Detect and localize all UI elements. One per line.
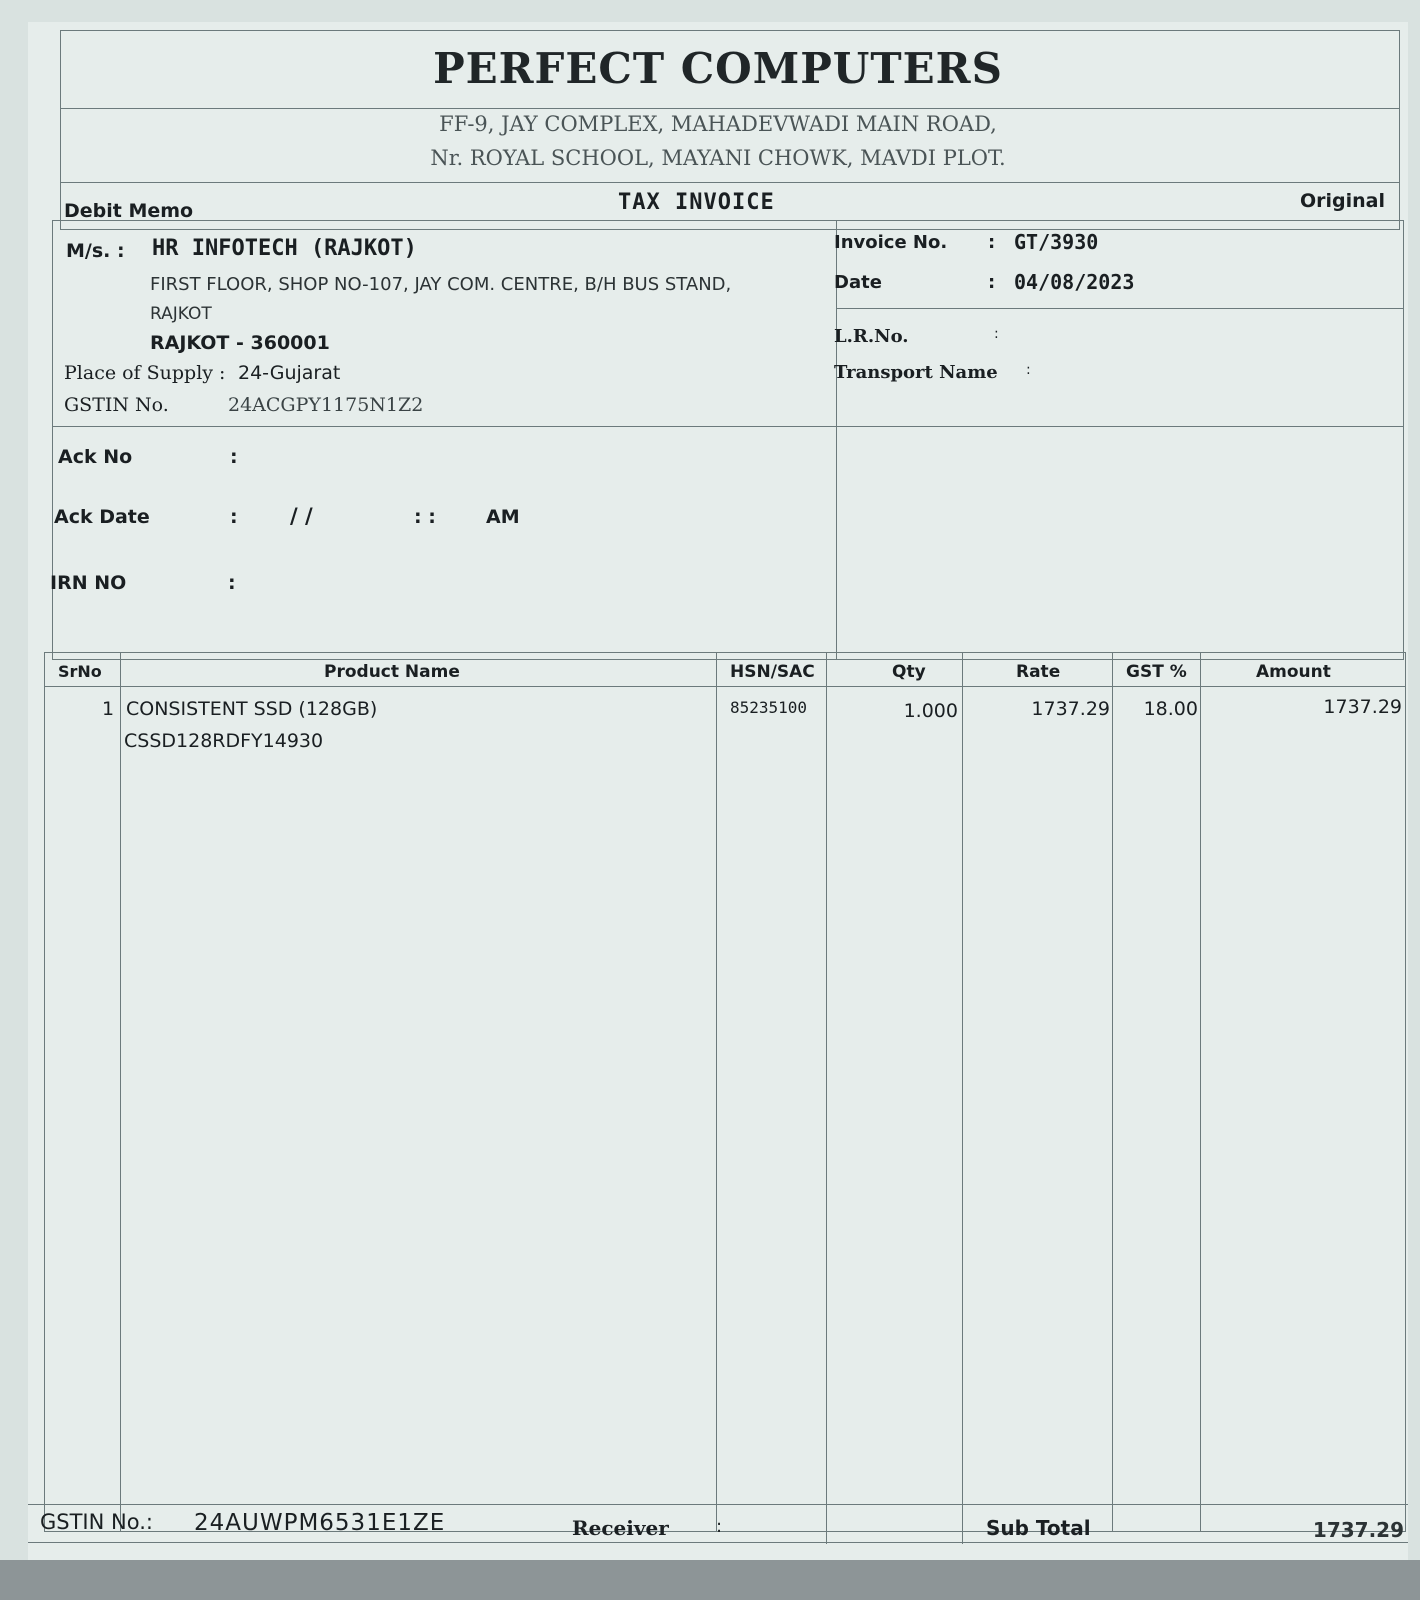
buyer-address2: RAJKOT (150, 304, 212, 324)
ack-date-label: Ack Date (54, 506, 150, 528)
col-amount-header: Amount (1256, 662, 1331, 682)
buyer-address1: FIRST FLOOR, SHOP NO-107, JAY COM. CENTRE, B/H BUS STAND, (150, 274, 732, 295)
invoice-date-value: 04/08/2023 (1014, 270, 1135, 294)
copy-label: Original (1300, 190, 1386, 212)
company-address-line1: FF-9, JAY COMPLEX, MAHADEVWADI MAIN ROAD, (439, 112, 997, 136)
invoice-title: TAX INVOICE (618, 190, 775, 215)
row-amount: 1737.29 (1323, 696, 1402, 718)
divider (836, 308, 1404, 309)
row-srno: 1 (102, 698, 115, 720)
invoice-paper (28, 22, 1408, 1572)
buyer-gstin-label: GSTIN No. (64, 394, 169, 416)
invoice-no-label: Invoice No. (834, 232, 948, 253)
row-product: CONSISTENT SSD (128GB) (126, 698, 378, 720)
ack-date-colon: : (230, 506, 238, 528)
invoice-date-colon: : (988, 272, 996, 293)
col-hsn-header: HSN/SAC (730, 662, 815, 682)
buyer-name: HR INFOTECH (RAJKOT) (152, 236, 417, 261)
footer-divider (28, 1504, 1408, 1505)
footer-column-divider (962, 1504, 963, 1544)
col-rate-header: Rate (1016, 662, 1061, 682)
ms-label: M/s. : (66, 240, 125, 262)
col-product-header: Product Name (324, 662, 460, 682)
footer-gstin-value: 24AUWPM6531E1ZE (194, 1510, 446, 1536)
bottom-edge (0, 1560, 1420, 1600)
invoice-date-label: Date (834, 272, 882, 293)
row-rate: 1737.29 (1031, 698, 1110, 720)
ack-date-slashes: / / (290, 504, 313, 528)
table-column-divider (120, 652, 121, 1532)
memo-type: Debit Memo (64, 200, 194, 222)
lr-no-colon: : (994, 326, 999, 342)
table-column-divider (1112, 652, 1113, 1532)
transport-name-label: Transport Name (834, 362, 998, 383)
col-qty-header: Qty (892, 662, 926, 682)
ack-time-colons: : : (414, 506, 436, 528)
buyer-city: RAJKOT - 360001 (150, 332, 330, 354)
irn-no-label: IRN NO (50, 572, 127, 594)
col-srno-header: SrNo (58, 662, 102, 681)
table-column-divider (1200, 652, 1201, 1532)
subtotal-value: 1737.29 (1312, 1518, 1404, 1542)
ack-ampm: AM (486, 506, 520, 528)
footer-column-divider (826, 1504, 827, 1544)
company-name: PERFECT COMPUTERS (433, 44, 1003, 93)
table-header-divider (44, 686, 1406, 687)
divider (52, 426, 1404, 427)
invoice-no-colon: : (988, 232, 996, 253)
footer-gstin-label: GSTIN No.: (40, 1510, 153, 1534)
subtotal-label: Sub Total (986, 1516, 1091, 1540)
buyer-gstin-value: 24ACGPY1175N1Z2 (228, 394, 424, 416)
transport-name-colon: : (1026, 362, 1031, 378)
row-gst: 18.00 (1143, 698, 1198, 720)
table-column-divider (962, 652, 963, 1532)
place-of-supply-value: 24-Gujarat (238, 362, 341, 384)
table-column-divider (716, 652, 717, 1532)
footer-divider (28, 1542, 1408, 1543)
items-table (44, 652, 1406, 1532)
divider (60, 108, 1400, 109)
receiver-colon: : (716, 1516, 723, 1537)
company-address-line2: Nr. ROYAL SCHOOL, MAYANI CHOWK, MAVDI PLOT. (430, 146, 1006, 170)
row-hsn: 85235100 (730, 698, 808, 717)
row-serial: CSSD128RDFY14930 (124, 730, 324, 752)
invoice-no-value: GT/3930 (1014, 230, 1099, 254)
lr-no-label: L.R.No. (834, 326, 909, 347)
col-gst-header: GST % (1126, 662, 1187, 682)
irn-no-colon: : (228, 572, 236, 594)
row-qty: 1.000 (903, 700, 958, 722)
receiver-label: Receiver (572, 1516, 669, 1540)
place-of-supply-label: Place of Supply : (64, 362, 226, 384)
table-column-divider (826, 652, 827, 1532)
divider (60, 182, 1400, 183)
ack-no-colon: : (230, 446, 238, 468)
ack-no-label: Ack No (58, 446, 133, 468)
